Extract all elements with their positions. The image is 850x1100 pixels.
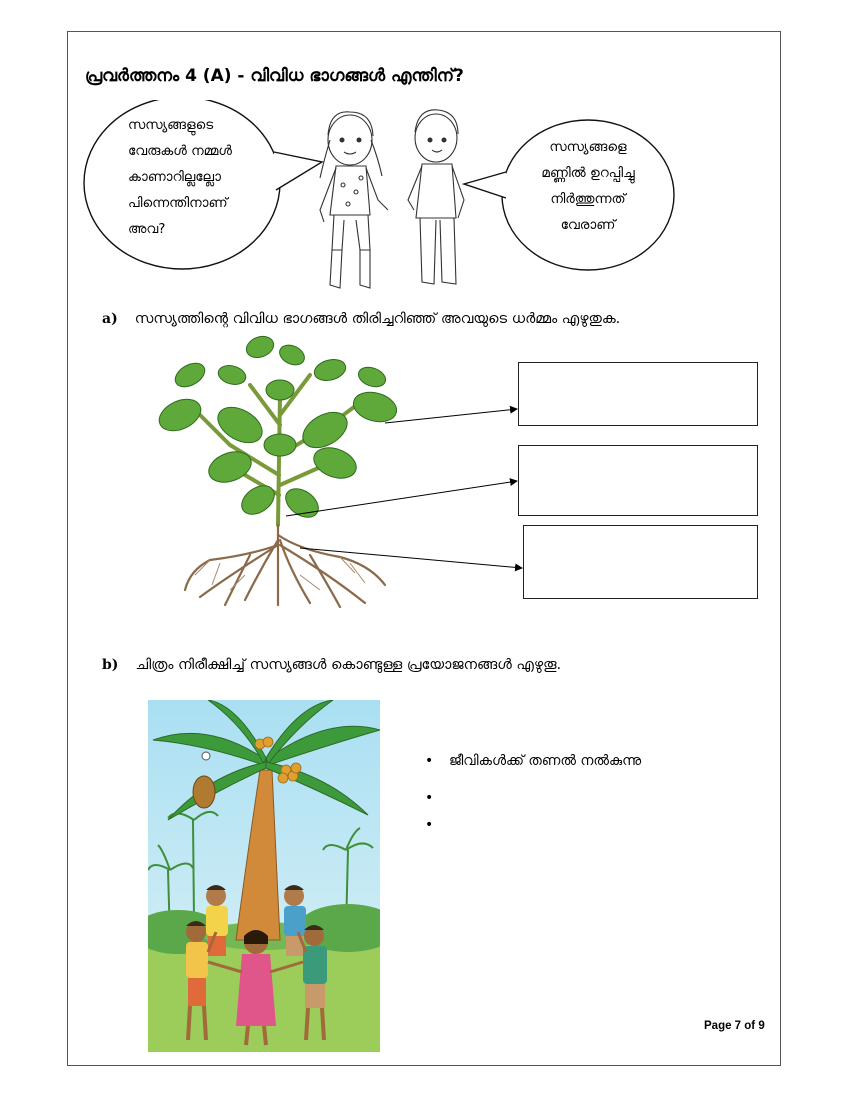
question-b [102, 654, 561, 673]
question-a-text: സസ്യത്തിന്റെ വിവിധ ഭാഗങ്ങൾ തിരിച്ചറിഞ്ഞ് അവയുടെ ധർമ്മം എഴുതുക. [134, 311, 621, 327]
girl-illustration [320, 112, 388, 288]
left-bubble-line: പിന്നെന്തിനാണ് [128, 195, 228, 211]
boy-illustration [408, 110, 464, 284]
left-bubble-line: കാണാറില്ലല്ലോ [128, 169, 221, 185]
left-bubble-line: വേരുകൾ നമ്മൾ [128, 143, 232, 159]
use-item-1 [425, 753, 641, 769]
question-b-text: ചിത്രം നിരീക്ഷിച്ച് സസ്യങ്ങൾ കൊണ്ടുള്ള പ്രയോജനങ്ങൾ എഴുതൂ. [135, 657, 562, 673]
question-a-label: a) [102, 311, 118, 327]
page-number: Page 7 of 9 [704, 1020, 765, 1032]
right-bubble-line: മണ്ണിൽ ഉറപ്പിച്ചു [541, 165, 635, 181]
use-item-3[interactable] [425, 817, 449, 833]
bullet-marker: • [425, 817, 434, 833]
plant-roots [185, 525, 385, 607]
right-bubble-line: സസ്യങ്ങളെ [549, 139, 627, 155]
activity-title: പ്രവർത്തനം 4 (A) - വിവിധ ഭാഗങ്ങൾ എന്തിന്? [85, 66, 464, 86]
answer-box-root[interactable] [523, 525, 758, 599]
question-a [102, 308, 620, 327]
use-item-2[interactable] [425, 790, 449, 806]
bullet-marker: • [425, 790, 434, 806]
left-bubble-text [128, 112, 232, 242]
left-bubble-line: സസ്യങ്ങളുടെ [128, 117, 214, 133]
answer-box-stem[interactable] [518, 445, 758, 516]
use-item-text: ജീവികൾക്ക് തണൽ നൽകുന്നു [449, 753, 642, 769]
question-b-label: b) [102, 657, 119, 673]
bullet-marker: • [425, 753, 434, 769]
left-bubble-line: അവ? [128, 221, 166, 237]
answer-box-leaf[interactable] [518, 362, 758, 426]
plant-illustration [150, 335, 410, 610]
right-bubble-line: വേരാണ് [560, 217, 616, 233]
right-bubble-text [518, 134, 658, 238]
coconut-tree-children-illustration [148, 700, 380, 1052]
right-bubble-line: നിർത്തുന്നത് [550, 191, 626, 207]
